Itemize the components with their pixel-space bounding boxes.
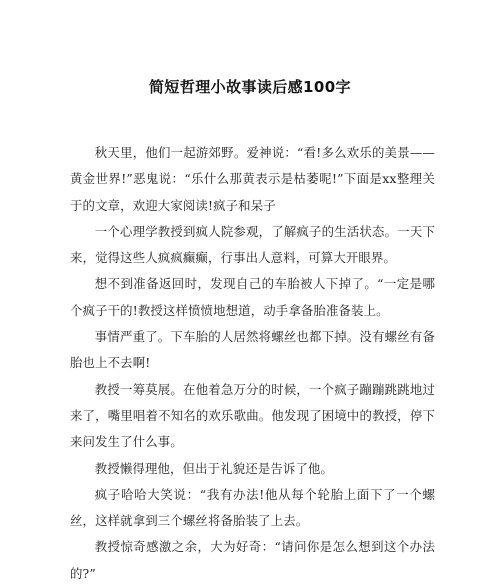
paragraph-6: 教授懒得理他，但出于礼貌还是告诉了他。 xyxy=(94,460,334,476)
paragraph-8: 教授惊奇感激之余，大为好奇：“请问你是怎么想到这个办法的?” xyxy=(70,539,435,581)
paragraph-3: 想不到准备返回时，发现自己的车胎被人下掉了。“一定是哪个疯子干的!教授这样愤愤地想道，动手拿备胎准备装上。 xyxy=(70,276,435,318)
page-title: 简短哲理小故事读后感100字 xyxy=(149,78,351,96)
paragraph-1: 秋天里，他们一起游郊野。爱神说：“看!多么欢乐的美景——黄金世界!”恶鬼说：“乐什么那黄表示是枯萎呢!”下面是xx整理关于的文章，欢迎大家阅读!疯子和呆子 xyxy=(70,145,435,213)
paragraph-2: 一个心理学教授到疯人院参观，了解疯子的生活状态。一天下来，觉得这些人疯疯癫癫，行事出人意料，可算大开眼界。 xyxy=(70,223,435,266)
paragraph-5: 教授一筹莫展。在他着急万分的时候，一个疯子蹦蹦跳跳地过来了，嘴里唱着不知名的欢乐歌曲。他发现了困境中的教授，停下来问发生了什么事。 xyxy=(70,381,435,450)
article-body xyxy=(70,140,435,587)
paragraph-4: 事情严重了。下车胎的人居然将螺丝也都下掉。没有螺丝有备胎也上不去啊! xyxy=(70,329,435,371)
paragraph-7: 疯子哈哈大笑说：“我有办法!他从每个轮胎上面下了一个螺丝，这样就拿到三个螺丝将备胎装了上去。 xyxy=(70,486,435,529)
